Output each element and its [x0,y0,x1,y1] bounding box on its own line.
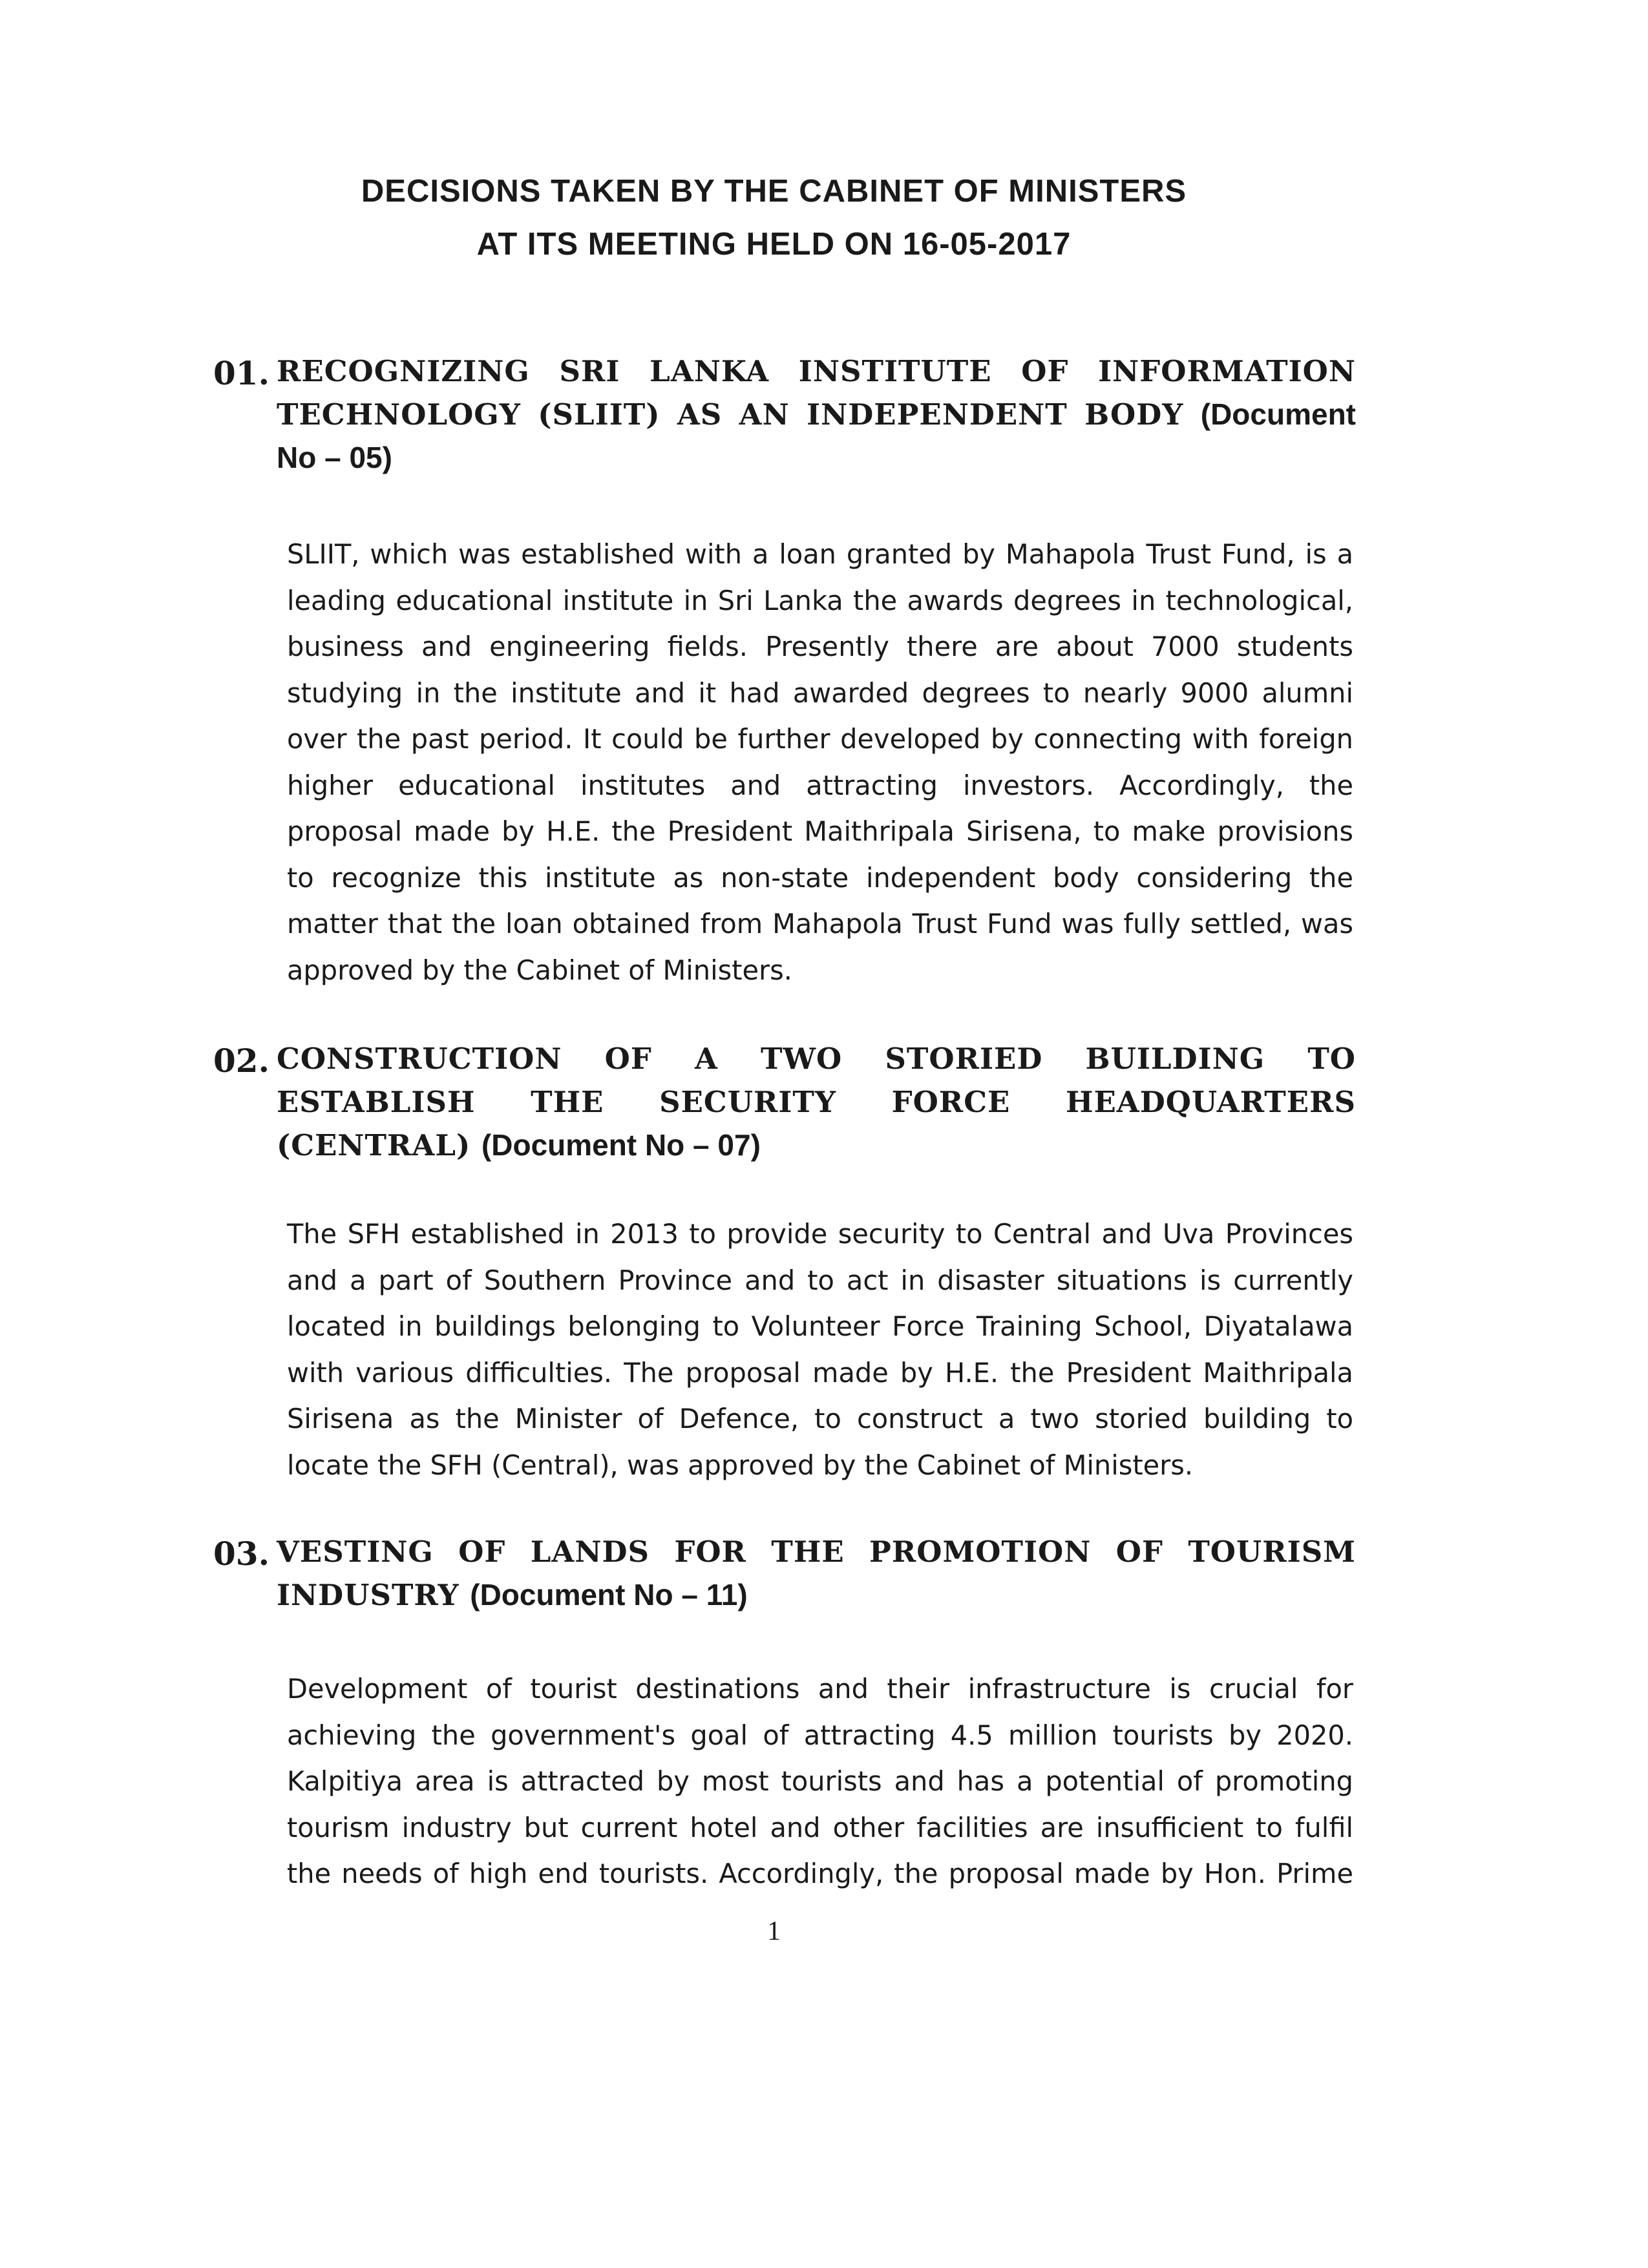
item-heading-text: CONSTRUCTION OF A TWO STORIED BUILDING TO ESTABLISH THE SECURITY FORCE HEADQUARTERS (CENTRAL) [277,1042,1356,1162]
item-body: The SFH established in 2013 to provide security to Central and Uva Provinces and a part of Southern Province and to act in disaster situations is currently located in buildings belonging to Volunteer Force Training School, Diyatalawa with various difficulties. The proposal made by H.E. the President Maithripala Sirisena as the Minister of Defence, to construct a two storied building to locate the SFH (Central), was approved by the Cabinet of Ministers. [287,1218,1353,1481]
title-line-1: DECISIONS TAKEN BY THE CABINET OF MINISTERS [361,174,1187,209]
item-heading-text: VESTING OF LANDS FOR THE PROMOTION OF TOURISM INDUSTRY [277,1535,1356,1612]
document-title [0,165,1548,271]
document-reference: (Document No – 07) [481,1128,761,1162]
item-heading [277,1530,1356,1617]
title-line-2: AT ITS MEETING HELD ON 16-05-2017 [476,227,1072,262]
item-heading [277,1037,1356,1167]
document-reference: (Document No – 11) [470,1578,748,1612]
page-number: 1 [767,1916,781,1946]
item-heading [277,350,1356,479]
item-heading-text: RECOGNIZING SRI LANKA INSTITUTE OF INFORMATION TECHNOLOGY (SLIIT) AS AN INDEPENDENT BODY [277,354,1356,432]
item-number: 03. [213,1535,269,1573]
item-number: 01. [213,354,269,392]
item-body: Development of tourist destinations and their infrastructure is crucial for achieving the government's goal of attracting 4.5 million tourists by 2020. Kalpitiya area is attracted by most tourists and has a potential of promoting tourism industry but current hotel and other facilities are insufficient to fulfil the needs of high end tourists. Accordingly, the proposal made by Hon. Prime [287,1673,1353,1889]
item-body: SLIIT, which was established with a loan granted by Mahapola Trust Fund, is a leading educational institute in Sri Lanka the awards degrees in technological, business and engineering fields. Presently there are about 7000 students studying in the institute and it had awarded degrees to nearly 9000 alumni over the past period. It could be further developed by connecting with foreign higher educational institutes and attracting investors. Accordingly, the proposal made by H.E. the President Maithripala Sirisena, to make provisions to recognize this institute as non-state independent body considering the matter that the loan obtained from Mahapola Trust Fund was fully settled, was approved by the Cabinet of Ministers. [287,538,1353,986]
item-number: 02. [213,1042,269,1080]
document-reference: (Document No – 05) [277,397,1356,474]
